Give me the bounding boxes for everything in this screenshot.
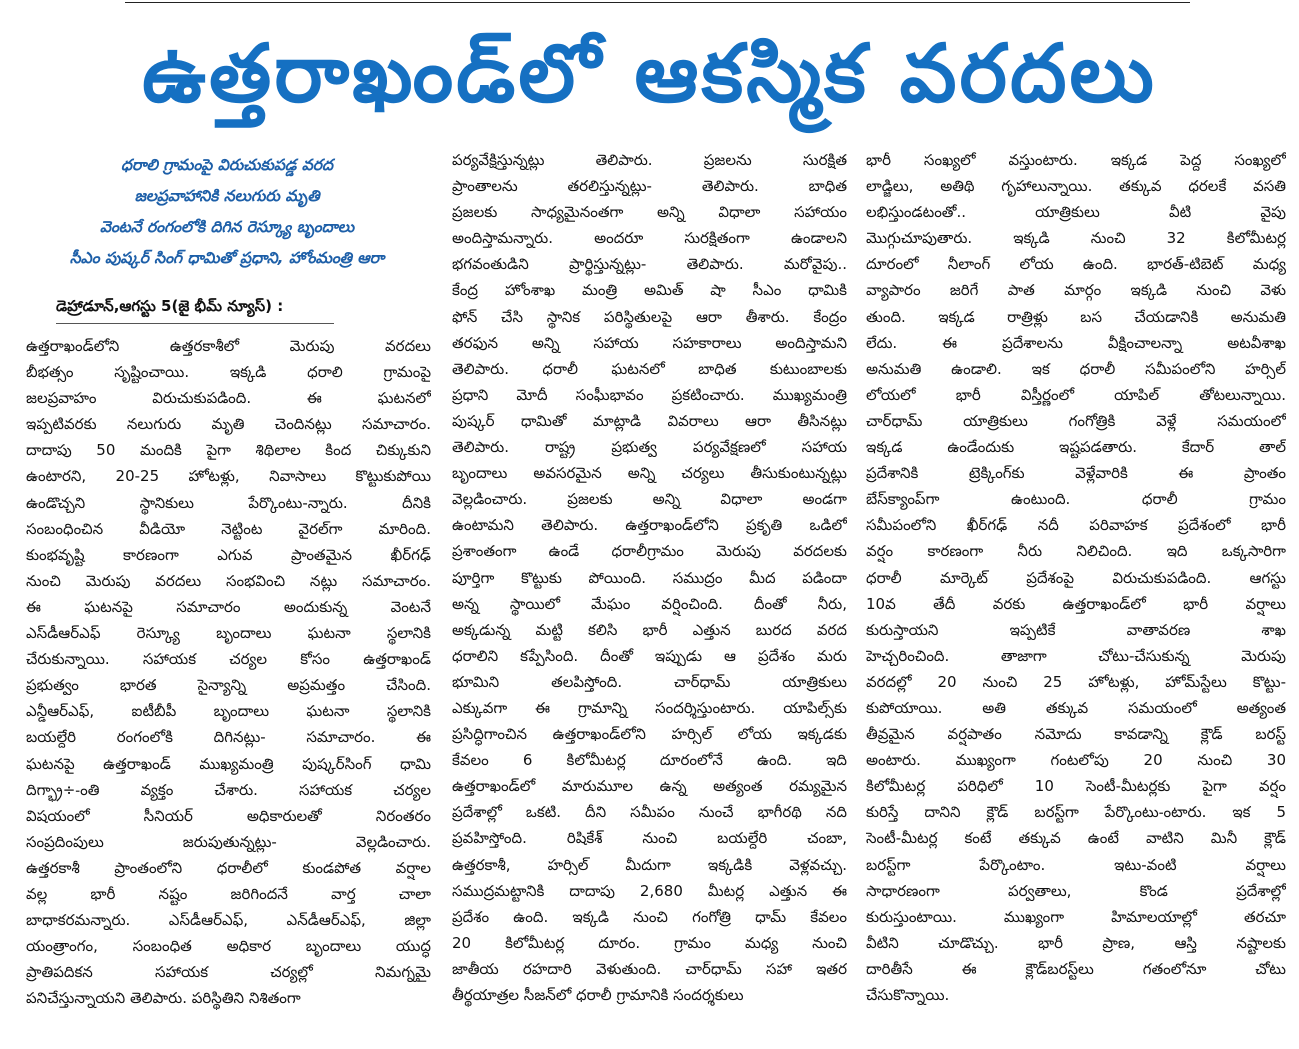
article-line: తరఫున అన్ని సహాయ సహకారాలు అందిస్తామని bbox=[452, 333, 847, 352]
article-line: వర్షం కారణంగా నీరు నిలిచింది. ఇది ఒక్కసారిగా bbox=[866, 542, 1286, 561]
article-column-1 bbox=[26, 333, 431, 1011]
article-line: బయల్దేరి రంగంలోకి దిగినట్లు- సమాచారం. ఈ bbox=[26, 728, 431, 747]
article-line: కురుస్తుంటాయి. ముఖ్యంగా హిమాలయాల్లో తరచూ bbox=[866, 907, 1286, 926]
article-line: ప్రసిద్ధిగాంచిన ఉత్తరాఖండ్‌లోని హర్సిల్ లోయ ఇక్కడకు bbox=[452, 725, 847, 744]
article-column-2 bbox=[452, 147, 847, 1008]
article-line: కుపోయాయి. అతి తక్కువ సమయంలో అత్యంత bbox=[866, 698, 1286, 717]
article-line: పర్యవేక్షిస్తున్నట్లు తెలిపారు. ప్రజలను సురక్షిత bbox=[452, 151, 847, 169]
article-line: అన్న స్థాయిలో మేఘం వర్షించింది. దీంతో నీరు, bbox=[452, 594, 847, 613]
article-line: చేరుకున్నాయి. సహాయక చర్యల కోసం ఉత్తరాఖండ్ bbox=[26, 650, 431, 669]
article-line: చార్‌ధామ్ యాత్రికులు గంగోత్రికి వెళ్లే సమయంలో bbox=[866, 411, 1286, 430]
article-line: ప్రవహిస్తోంది. రిషికేశ్ నుంచి బయల్దేరి చంబా, bbox=[452, 829, 847, 848]
article-line: ప్రజలకు సాధ్యమైనంతగా అన్ని విధాలా సహాయం bbox=[452, 203, 847, 222]
article-line: అక్కడున్న మట్టి కలిసి భారీ ఎత్తున బురద వరద bbox=[452, 620, 847, 639]
article-line: యంత్రాంగం, సంబంధిత అధికార బృందాలు యుద్ధ bbox=[26, 937, 431, 956]
article-line: ఘటనపై ఉత్తరాఖండ్ ముఖ్యమంత్రి పుష్కర్‌సింగ్ ధామి bbox=[26, 754, 431, 773]
article-line: ప్రశాంతంగా ఉండే ధరాలీగ్రామం మెరుపు వరదలకు bbox=[452, 542, 847, 561]
article-line: కురిస్తే దానిని క్లౌడ్ బరస్ట్‌గా పేర్కొంటు-ంటారు. ఇక 5 bbox=[866, 803, 1286, 822]
article-line: ఉంటారని, 20-25 హోటళ్లు, నివాసాలు కొట్టుకుపోయి bbox=[26, 467, 431, 486]
article-line: సాధారణంగా పర్వతాలు, కొండ ప్రదేశాల్లో bbox=[866, 881, 1286, 900]
article-line: అందిస్తామన్నారు. అందరూ సురక్షితంగా ఉండాలని bbox=[452, 229, 847, 248]
subheading: ధరాలి గ్రామంపై విరుచుకుపడ్డ వరద bbox=[121, 156, 333, 174]
article-line: బీభత్సం సృష్టించాయి. ఇక్కడి ధరాలి గ్రామంపై bbox=[26, 363, 431, 382]
article-line: పుష్కర్ ధామితో మాట్లాడి వివరాలు ఆరా తీసినట్లు bbox=[452, 411, 847, 430]
article-line: అంటారు. ముఖ్యంగా గంటలోపు 20 నుంచి 30 bbox=[866, 751, 1286, 770]
article-line: ప్రదేశాల్లో ఒకటి. దీని సమీపం నుంచే భాగీరథి నది bbox=[452, 803, 847, 822]
article-line: ఉండొచ్చని స్థానికులు పేర్కొంటు-న్నారు. దీనికి bbox=[26, 493, 431, 512]
article-line: వీటిని చూడొచ్చు. భారీ ప్రాణ, ఆస్తి నష్టాలకు bbox=[866, 933, 1286, 952]
article-line: చేసుకొన్నాయి. bbox=[866, 986, 950, 1004]
article-line: వెల్లడించారు. ప్రజలకు అన్ని విధాలా అండగా bbox=[452, 490, 847, 509]
article-line: వల్ల భారీ నష్టం జరిగిందనే వార్త చాలా bbox=[26, 884, 431, 903]
article-line: ఇప్పటివరకు నలుగురు మృతి చెందినట్లు సమాచారం. bbox=[26, 415, 431, 434]
article-line: ప్రదేశానికి ట్రెక్కింగ్‌కు వెళ్లేవారికి ఈ ప్రాంతం bbox=[866, 464, 1286, 483]
article-line: కురుస్తాయని ఇప్పటికే వాతావరణ శాఖ bbox=[866, 620, 1286, 639]
article-line: వరదల్లో 20 నుంచి 25 హోటళ్లు, హోమ్‌స్టేలు కొట్టు- bbox=[866, 672, 1286, 691]
article-line: సమీపంలోని ఖీర్‌గఢ్ నదీ పరివాహక ప్రదేశంలో భారీ bbox=[866, 516, 1286, 535]
article-line: భగవంతుడిని ప్రార్థిస్తున్నట్లు- తెలిపారు. మరోవైపు.. bbox=[452, 255, 847, 274]
article-line: అనుమతి ఉండాలి. ఇక ధరాలీ సమీపంలోని హర్సిల్ bbox=[866, 359, 1286, 378]
article-line: ప్రాంతాలను తరలిస్తున్నట్లు- తెలిపారు. బాధిత bbox=[452, 177, 847, 196]
article-line: ఉత్తరకాశీ, హర్సిల్ మీదుగా ఇక్కడికి వెళ్లవచ్చు. bbox=[452, 855, 847, 874]
article-line: కుంభవృష్టి కారణంగా ఎగువ ప్రాంతమైన ఖీర్‌గఢ్ bbox=[26, 545, 431, 564]
article-line: వ్యాపారం జరిగే పాత మార్గం ఇక్కడి నుంచి వెళు bbox=[866, 281, 1286, 300]
article-line: తీర్థయాత్రల సీజన్‌లో ధరాలీ గ్రామానికి సందర్శకులు bbox=[452, 986, 744, 1004]
article-line: జలప్రవాహం విరుచుకుపడింది. ఈ ఘటనలో bbox=[26, 389, 431, 408]
article-line: తీవ్రమైన వర్షపాతం నమోదు కావడాన్ని క్లౌడ్ బరస్ట్ bbox=[866, 725, 1286, 744]
article-line: ఫోన్ చేసి స్థానిక పరిస్థితులపై ఆరా తీశారు. కేంద్రం bbox=[452, 307, 847, 326]
article-line: బేస్‌క్యాంప్‌గా ఉంటుంది. ధరాలీ గ్రామం bbox=[866, 490, 1286, 509]
article-column-3 bbox=[866, 147, 1286, 1008]
article-line: కేవలం 6 కిలోమీటర్ల దూరంలోనే ఉంది. ఇది bbox=[452, 751, 847, 770]
dateline: డెహ్రాడూన్,ఆగస్టు 5(జై భీమ్ న్యూస్) : bbox=[56, 297, 284, 315]
article-line: సంబంధించిన వీడియో నెట్టింట వైరల్‌గా మారింది. bbox=[26, 519, 431, 538]
article-line: మొగ్గుచూపుతారు. ఇక్కడి నుంచి 32 కిలోమీటర్ల bbox=[866, 229, 1286, 248]
article-line: పనిచేస్తున్నాయని తెలిపారు. పరిస్థితిని నిశితంగా bbox=[26, 989, 301, 1008]
article-line: లాడ్జిలు, అతిథి గృహాలున్నాయి. తక్కువ ధరలకే వసతి bbox=[866, 177, 1286, 196]
subheadings bbox=[18, 150, 436, 274]
top-rule bbox=[125, 2, 1190, 3]
article-line: ఈ ఘటనపై సమాచారం అందుకున్న వెంటనే bbox=[26, 597, 431, 616]
article-line: బాధాకరమన్నారు. ఎస్‌డీఆర్‌ఎఫ్, ఎన్‌డీఆర్‌ఎఫ్, జిల్లా bbox=[26, 911, 431, 930]
article-line: 10వ తేదీ వరకు ఉత్తరాఖండ్‌లో భారీ వర్షాలు bbox=[866, 594, 1286, 613]
article-line: బృందాలు అవసరమైన అన్ని చర్యలు తీసుకుంటున్నట్లు bbox=[452, 464, 847, 483]
article-line: ఇక్కడ ఉండేందుకు ఇష్టపడతారు. కేదార్ తాల్ bbox=[866, 438, 1286, 457]
article-line: ఉత్తరకాశీ ప్రాంతంలోని ధరాలీలో కుండపోత వర్షాల bbox=[26, 858, 431, 877]
article-line: విషయంలో సీనియర్ అధికారులతో నిరంతరం bbox=[26, 806, 431, 825]
article-line: ధరాలీ మార్కెట్ ప్రదేశంపై విరుచుకుపడింది. ఆగస్టు bbox=[866, 568, 1286, 587]
article-line: 20 కిలోమీటర్ల దూరం. గ్రామం మధ్య నుంచి bbox=[452, 933, 847, 952]
article-line: సంప్రదింపులు జరుపుతున్నట్లు- వెల్లడించారు. bbox=[26, 832, 431, 851]
article-line: ఎన్డీఆర్‌ఎఫ్, ఐటీబీపీ బృందాలు ఘటనా స్థలానికి bbox=[26, 702, 431, 721]
article-line: భారీ సంఖ్యలో వస్తుంటారు. ఇక్కడ పెద్ద సంఖ్యలో bbox=[866, 151, 1286, 169]
article-line: లభిస్తుండటంతో.. యాత్రికులు వీటి వైపు bbox=[866, 203, 1286, 222]
subheading: సీఎం పుష్కర్ సింగ్ ధామితో ప్రధాని, హోంమంత్రి ఆరా bbox=[69, 249, 385, 267]
article-line: భూమిని తలపిస్తోంది. చార్‌ధామ్ యాత్రికులు bbox=[452, 672, 847, 691]
headline: ఉత్తరాఖండ్‌లో ఆకస్మిక వరదలు bbox=[142, 27, 1157, 120]
article-line: దారితీసే ఈ క్లౌడ్‌బరస్ట్‌లు గతంలోనూ చోటు bbox=[866, 959, 1286, 978]
article-line: ప్రధాని మోదీ సంఘీభావం ప్రకటించారు. ముఖ్యమంత్రి bbox=[452, 385, 847, 404]
article-line: తుంది. ఇక్కడ రాత్రిళ్లు బస చేయడానికి అనుమతి bbox=[866, 307, 1286, 326]
article-line: బరస్ట్‌గా పేర్కొంటాం. ఇటు-వంటి వర్షాలు bbox=[866, 855, 1286, 874]
article-line: దిగ్భ్రా÷-ంతి వ్యక్తం చేశారు. సహాయక చర్యల bbox=[26, 780, 431, 799]
article-line: కేంద్ర హోంశాఖ మంత్రి అమిత్ షా సీఎం ధామికి bbox=[452, 281, 847, 300]
article-line: లేదు. ఈ ప్రదేశాలను వీక్షించాలన్నా అటవీశాఖ bbox=[866, 333, 1286, 352]
article-line: లోయలో భారీ విస్తీర్ణంలో యాపిల్ తోటలున్నాయి. bbox=[866, 385, 1286, 404]
article-line: ఉత్తరాఖండ్‌లోని ఉత్తరకాశీలో మెరుపు వరదలు bbox=[26, 337, 431, 355]
article-line: ప్రభుత్వం భారత సైన్యాన్ని అప్రమత్తం చేసింది. bbox=[26, 676, 431, 695]
article-line: తెలిపారు. ధరాలీ ఘటనలో బాధిత కుటుంబాలకు bbox=[452, 359, 847, 378]
article-line: తెలిపారు. రాష్ట్ర ప్రభుత్వ పర్యవేక్షణలో సహాయ bbox=[452, 438, 847, 457]
article-line: సముద్రమట్టానికి దాదాపు 2,680 మీటర్ల ఎత్తున ఈ bbox=[452, 881, 847, 900]
dateline-underline bbox=[56, 323, 334, 324]
article-line: ప్రదేశం ఉంది. ఇక్కడి నుంచి గంగోత్రి ధామ్ కేవలం bbox=[452, 907, 847, 926]
article-line: ఎస్‌డీఆర్‌ఎఫ్ రెస్క్యూ బృందాలు ఘటనా స్థలానికి bbox=[26, 624, 431, 643]
article-line: ఎక్కువగా ఈ గ్రామాన్ని సందర్శిస్తుంటారు. యాపిల్స్‌కు bbox=[452, 698, 847, 717]
article-line: దాదాపు 50 మందికి పైగా శిథిలాల కింద చిక్కుకుని bbox=[26, 441, 431, 460]
article-line: ప్రాతిపదికన సహాయక చర్యల్లో నిమగ్నమై bbox=[26, 963, 431, 982]
article-line: దూరంలో నీలాంగ్ లోయ ఉంది. భారత్-టిబెట్ మధ్య bbox=[866, 255, 1286, 274]
article-line: నుంచి మెరుపు వరదలు సంభవించి నట్లు సమాచారం. bbox=[26, 571, 431, 590]
subheading: జలప్రవాహానికి నలుగురు మృతి bbox=[134, 187, 320, 205]
article-line: ధరాలిని కప్పేసింది. దీంతో ఇప్పుడు ఆ ప్రదేశం మరు bbox=[452, 646, 847, 665]
article-line: హెచ్చరించింది. తాజాగా చోటు-చేసుకున్న మెరుపు bbox=[866, 646, 1286, 665]
article-line: కిలోమీటర్ల పరిధిలో 10 సెంటీ-మీటర్లకు పైగా వర్షం bbox=[866, 777, 1286, 796]
subheading: వెంటనే రంగంలోకి దిగిన రెస్క్యూ బృందాలు bbox=[99, 218, 355, 236]
article-line: జాతీయ రహదారి వెళుతుంది. చార్‌ధామ్ సహా ఇతర bbox=[452, 959, 847, 978]
article-line: ఉత్తరాఖండ్‌లో మారుమూల ఉన్న అత్యంత రమ్యమైన bbox=[452, 777, 847, 796]
article-line: పూర్తిగా కొట్టుకు పోయింది. సముద్రం మీద పడిందా bbox=[452, 568, 847, 587]
article-line: ఉంటామని తెలిపారు. ఉత్తరాఖండ్‌లోని ప్రకృతి ఒడిలో bbox=[452, 516, 847, 535]
article-line: సెంటీ-మీటర్ల కంటే తక్కువ ఉంటే వాటిని మినీ క్లౌడ్ bbox=[866, 829, 1286, 848]
